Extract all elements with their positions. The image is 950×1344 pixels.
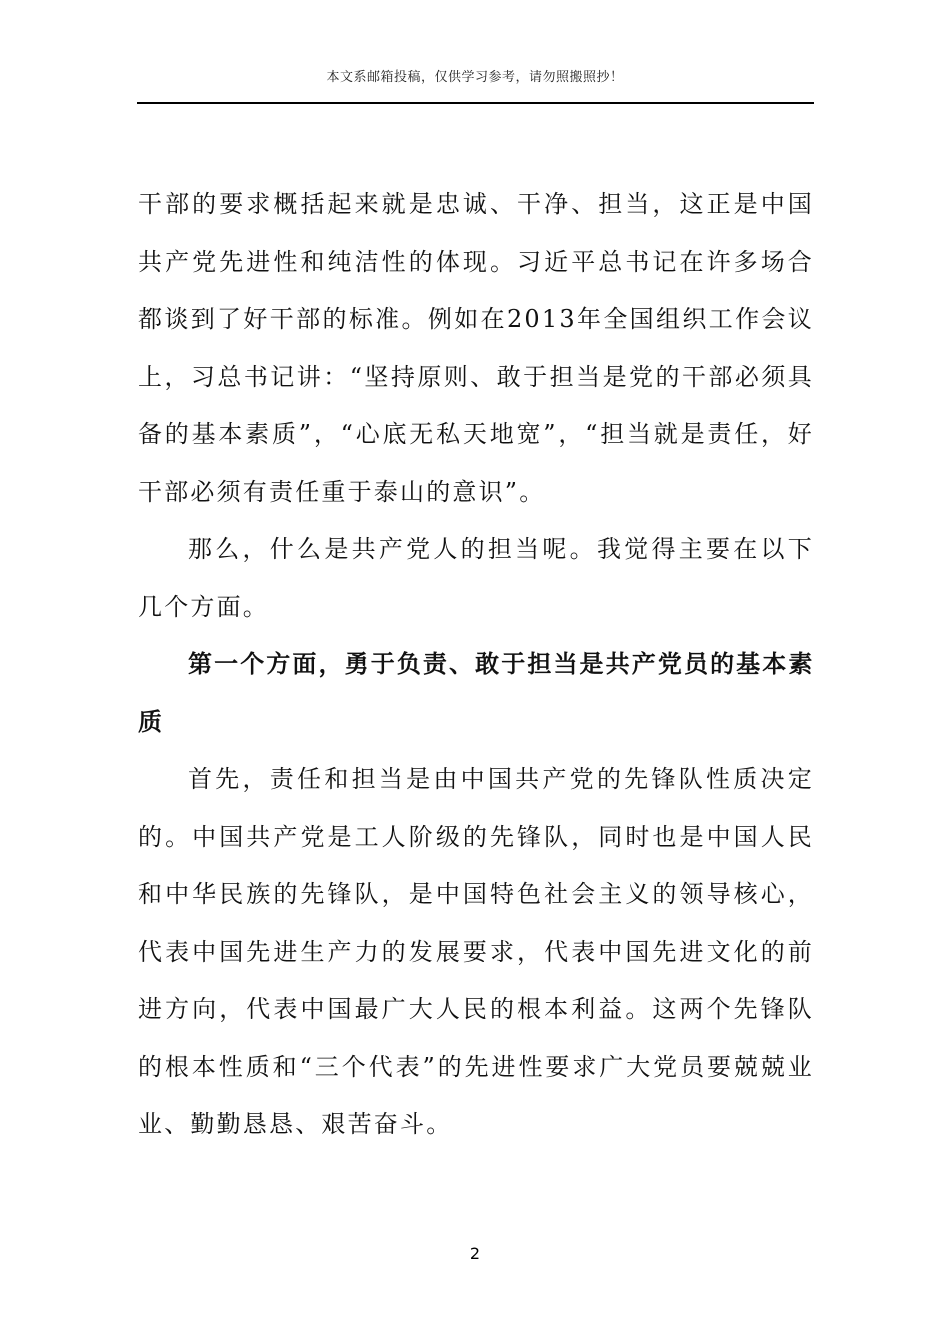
document-body	[138, 176, 814, 1154]
header-divider	[137, 102, 814, 104]
paragraph-what-is-responsibility: 那么，什么是共产党人的担当呢。我觉得主要在以下几个方面。	[138, 535, 814, 621]
page-header-notice: 本文系邮箱投稿，仅供学习参考，请勿照搬照抄！	[326, 70, 624, 85]
paragraph-vanguard-nature: 首先，责任和担当是由中国共产党的先锋队性质决定的。中国共产党是工人阶级的先锋队，同时也是中国人民和中华民族的先锋队，是中国特色社会主义的领导核心，代表中国先进生产力的发展要求，代表中国先进文化的前进方向，代表中国最广大人民的根本利益。这两个先锋队的根本性质和“三个代表”的先进性要求广大党员要兢兢业业、勤勤恳恳、艰苦奋斗。	[138, 765, 814, 1138]
paragraph-cadre-requirements: 干部的要求概括起来就是忠诚、干净、担当，这正是中国共产党先进性和纯洁性的体现。习近平总书记在许多场合都谈到了好干部的标准。例如在2013年全国组织工作会议上，习总书记讲：“坚持原则、敢于担当是党的干部必须具备的基本素质”，“心底无私天地宽”，“担当就是责任，好干部必须有责任重于泰山的意识”。	[138, 190, 814, 506]
section-heading-first-aspect: 第一个方面，勇于负责、敢于担当是共产党员的基本素质	[138, 650, 814, 736]
page-number: 2	[469, 1244, 481, 1263]
